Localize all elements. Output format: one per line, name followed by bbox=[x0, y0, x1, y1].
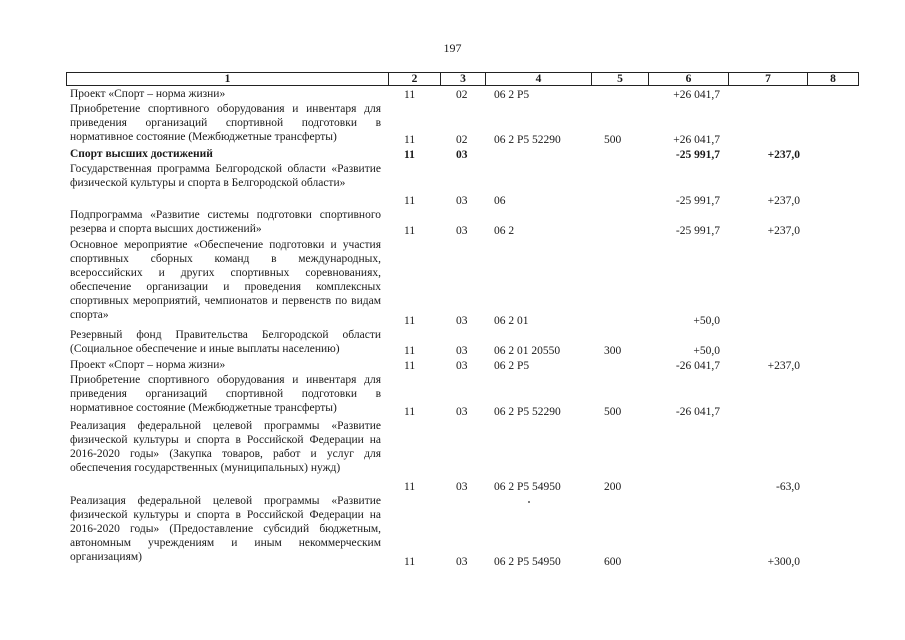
cell-target-article: 06 2 P5 52290 bbox=[494, 406, 561, 418]
cell-subsection: 03 bbox=[456, 149, 468, 161]
cell-amount-col7: +300,0 bbox=[767, 556, 800, 568]
row-name: Подпрограмма «Развитие системы подготовки спортивного резерва и спорта высших достижений» bbox=[70, 209, 381, 235]
cell-target-article: 06 2 P5 bbox=[494, 89, 530, 101]
cell-amount-col7: +237,0 bbox=[767, 225, 800, 237]
cell-section: 11 bbox=[404, 481, 416, 493]
header-col-5: 5 bbox=[591, 73, 648, 85]
row-name: Проект «Спорт – норма жизни» bbox=[70, 88, 226, 100]
table-row bbox=[0, 238, 905, 328]
cell-subsection: 03 bbox=[456, 360, 468, 372]
table-row bbox=[0, 373, 905, 419]
cell-amount-col6: +50,0 bbox=[693, 345, 720, 357]
scan-speck bbox=[528, 501, 530, 503]
header-col-4: 4 bbox=[485, 73, 591, 85]
header-col-3: 3 bbox=[440, 73, 485, 85]
cell-section: 11 bbox=[404, 89, 416, 101]
page-number: 197 bbox=[443, 41, 462, 55]
table-row bbox=[0, 147, 905, 162]
row-name: Спорт высших достижений bbox=[70, 148, 213, 160]
cell-target-article: 06 2 P5 52290 bbox=[494, 134, 561, 146]
cell-expense-type: 200 bbox=[604, 481, 622, 493]
table-row bbox=[0, 328, 905, 358]
cell-amount-col6: +50,0 bbox=[693, 315, 720, 327]
cell-amount-col7: +237,0 bbox=[767, 360, 800, 372]
cell-section: 11 bbox=[404, 195, 416, 207]
cell-target-article: 06 2 01 bbox=[494, 315, 529, 327]
cell-section: 11 bbox=[404, 345, 416, 357]
cell-amount-col6: -25 991,7 bbox=[675, 149, 720, 161]
cell-expense-type: 300 bbox=[604, 345, 622, 357]
cell-subsection: 03 bbox=[456, 225, 468, 237]
cell-target-article: 06 2 bbox=[494, 225, 515, 237]
table-header bbox=[66, 72, 859, 86]
header-col-7: 7 bbox=[728, 73, 807, 85]
row-name: Приобретение спортивного оборудования и инвентаря для приведения организаций спортивной подготовки в нормативное состояние (Межбюджетные трансферты) bbox=[70, 103, 381, 143]
table-row bbox=[0, 102, 905, 147]
row-name: Основное мероприятие «Обеспечение подготовки и участия спортивных сборных команд в международных, всероссийских и других спортивных соревнованиях, обеспечение организации и проведения комплексных спортивных мероприятий, чемпионатов и первенств по видам спорта» bbox=[70, 239, 381, 321]
table-row bbox=[0, 494, 905, 569]
cell-section: 11 bbox=[404, 360, 416, 372]
cell-subsection: 03 bbox=[456, 556, 468, 568]
row-name: Резервный фонд Правительства Белгородской области (Социальное обеспечение и иные выплаты населению) bbox=[70, 329, 381, 355]
cell-section: 11 bbox=[404, 225, 416, 237]
cell-subsection: 03 bbox=[456, 481, 468, 493]
cell-target-article: 06 2 P5 54950 bbox=[494, 481, 561, 493]
row-name: Государственная программа Белгородской области «Развитие физической культуры и спорта в Белгородской области» bbox=[70, 163, 381, 189]
cell-section: 11 bbox=[404, 134, 416, 146]
row-name: Реализация федеральной целевой программы «Развитие физической культуры и спорта в Российской Федерации на 2016-2020 годы» (Закупка товаров, работ и услуг для обеспечения государственных (муниципальных) нужд) bbox=[70, 420, 381, 474]
cell-amount-col6: -26 041,7 bbox=[675, 406, 720, 418]
cell-section: 11 bbox=[404, 149, 415, 161]
table-row bbox=[0, 358, 905, 373]
cell-subsection: 03 bbox=[456, 406, 468, 418]
cell-subsection: 02 bbox=[456, 89, 468, 101]
row-name: Приобретение спортивного оборудования и инвентаря для приведения организаций спортивной подготовки в нормативное состояние (Межбюджетные трансферты) bbox=[70, 374, 381, 414]
cell-expense-type: 600 bbox=[604, 556, 622, 568]
cell-amount-col6: -26 041,7 bbox=[675, 360, 720, 372]
cell-expense-type: 500 bbox=[604, 134, 622, 146]
cell-target-article: 06 bbox=[494, 195, 506, 207]
cell-amount-col7: +237,0 bbox=[767, 195, 800, 207]
table-row bbox=[0, 87, 905, 102]
row-name: Реализация федеральной целевой программы «Развитие физической культуры и спорта в Российской Федерации на 2016-2020 годы» (Предоставление субсидий бюджетным, автономным учреждениям и иным некоммерческим организациям) bbox=[70, 495, 381, 563]
table-row bbox=[0, 208, 905, 238]
cell-target-article: 06 2 P5 bbox=[494, 360, 530, 372]
cell-subsection: 03 bbox=[456, 195, 468, 207]
cell-amount-col7: -63,0 bbox=[776, 481, 800, 493]
cell-section: 11 bbox=[404, 315, 416, 327]
table-body bbox=[0, 87, 905, 569]
cell-section: 11 bbox=[404, 406, 416, 418]
table-row bbox=[0, 419, 905, 494]
header-col-1: 1 bbox=[224, 73, 231, 85]
cell-subsection: 03 bbox=[456, 345, 468, 357]
cell-amount-col6: -25 991,7 bbox=[675, 225, 720, 237]
cell-expense-type: 500 bbox=[604, 406, 622, 418]
cell-amount-col7: +237,0 bbox=[767, 149, 800, 161]
cell-subsection: 03 bbox=[456, 315, 468, 327]
header-col-6: 6 bbox=[648, 73, 728, 85]
cell-target-article: 06 2 P5 54950 bbox=[494, 556, 561, 568]
header-col-2: 2 bbox=[388, 73, 440, 85]
cell-amount-col6: +26 041,7 bbox=[673, 89, 720, 101]
cell-section: 11 bbox=[404, 556, 416, 568]
cell-amount-col6: +26 041,7 bbox=[673, 134, 720, 146]
row-name: Проект «Спорт – норма жизни» bbox=[70, 359, 226, 371]
cell-target-article: 06 2 01 20550 bbox=[494, 345, 561, 357]
header-col-8: 8 bbox=[807, 73, 858, 85]
table-row bbox=[0, 162, 905, 208]
cell-amount-col6: -25 991,7 bbox=[675, 195, 720, 207]
cell-subsection: 02 bbox=[456, 134, 468, 146]
